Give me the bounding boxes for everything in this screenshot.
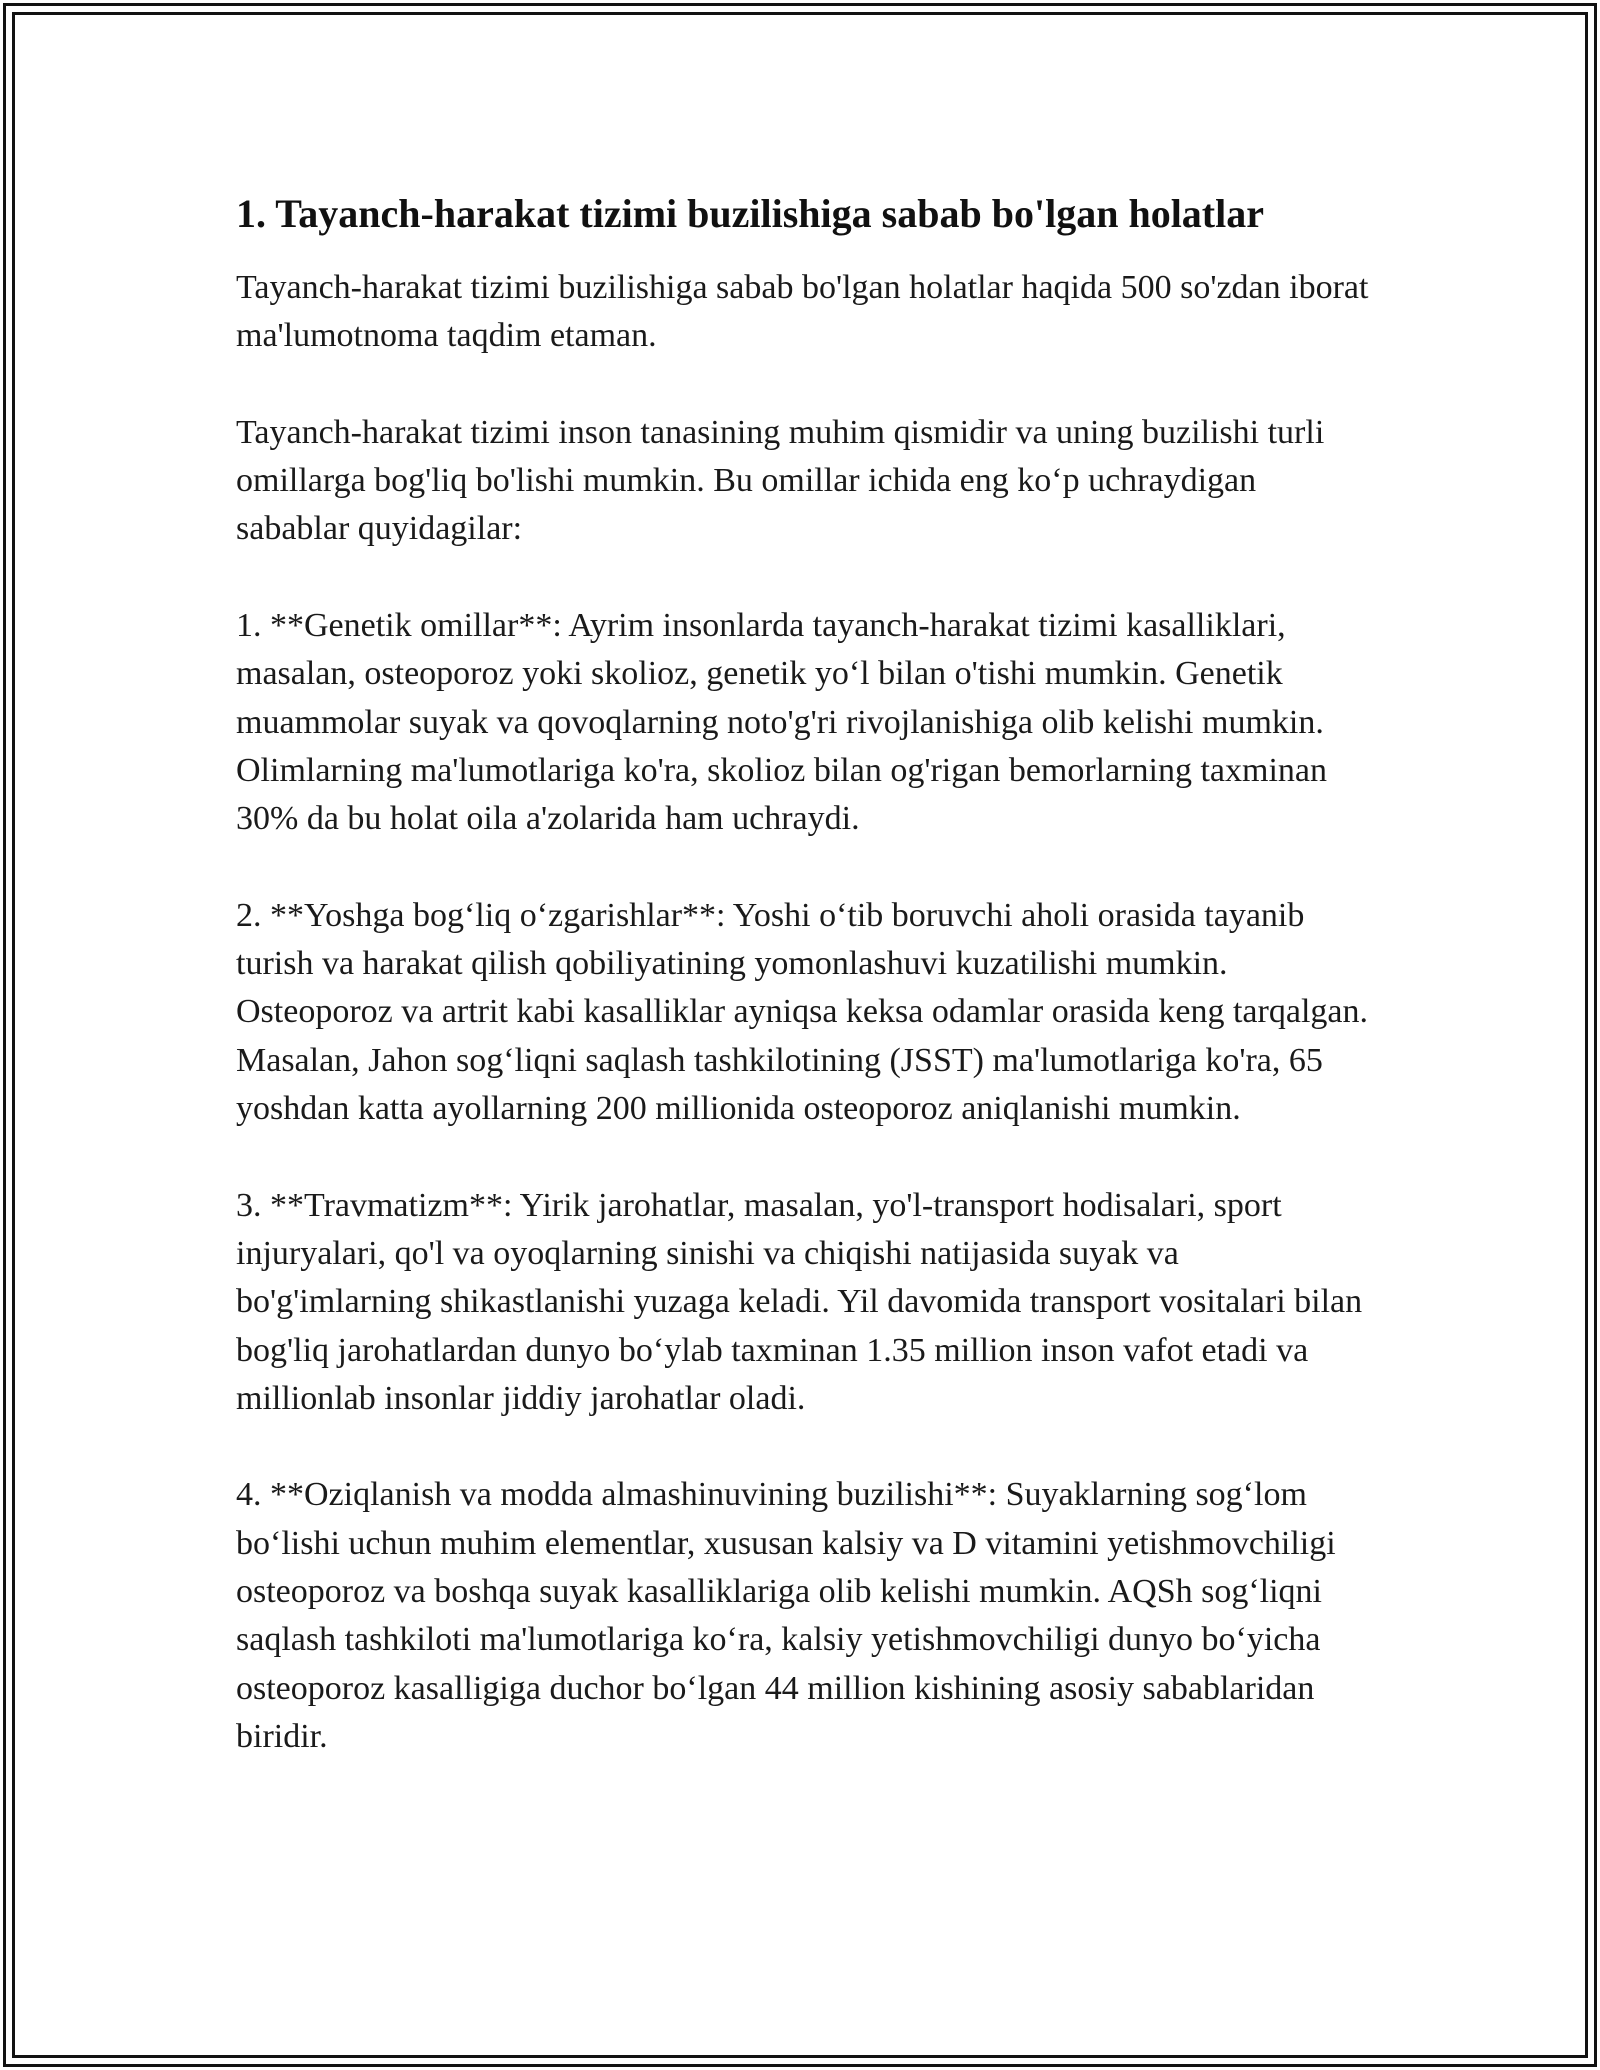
document-body — [236, 188, 1376, 1761]
overview-paragraph: Tayanch-harakat tizimi inson tanasining muhim qismidir va uning buzilishi turli omillarga bog'liq bo'lishi mumkin. Bu omillar ichida eng ko‘p uchraydigan sabablar quyidagilar: — [236, 413, 1325, 548]
genetic-factors-paragraph: 1. **Genetik omillar**: Ayrim insonlarda tayanch-harakat tizimi kasalliklari, masalan, osteoporoz yoki skolioz, genetik yo‘l bilan o'tishi mumkin. Genetik muammolar suyak va qovoqlarning noto'g'ri rivojlanishiga olib kelishi mumkin. Olimlarning ma'lumotlariga ko'ra, skolioz bilan og'rigan bemorlarning taxminan 30% da bu holat oila a'zolarida ham uchraydi. — [236, 607, 1328, 838]
traumatism-paragraph: 3. **Travmatizm**: Yirik jarohatlar, masalan, yo'l-transport hodisalari, sport injuryalari, qo'l va oyoqlarning sinishi va chiqishi natijasida suyak va bo'g'imlarning shikastlanishi yuzaga keladi. Yil davomida transport vositalari bilan bog'liq jarohatlardan dunyo bo‘ylab taxminan 1.35 million inson vafot etadi va millionlab insonlar jiddiy jarohatlar oladi. — [236, 1186, 1363, 1417]
page-title: 1. Tayanch-harakat tizimi buzilishiga sabab bo'lgan holatlar — [236, 191, 1264, 236]
nutrition-paragraph: 4. **Oziqlanish va modda almashinuvining buzilishi**: Suyaklarning sog‘lom bo‘lishi uchun muhim elementlar, xususan kalsiy va D vitamini yetishmovchiligi osteoporoz va boshqa suyak kasalliklariga olib kelishi mumkin. AQSh sog‘liqni saqlash tashkiloti ma'lumotlariga ko‘ra, kalsiy yetishmovchiligi dunyo bo‘yicha osteoporoz kasalligiga duchor bo‘lgan 44 million kishining asosiy sabablaridan biridir. — [236, 1476, 1336, 1755]
intro-paragraph: Tayanch-harakat tizimi buzilishiga sabab bo'lgan holatlar haqida 500 so'zdan iborat ma'lumotnoma taqdim etaman. — [236, 269, 1369, 355]
age-changes-paragraph: 2. **Yoshga bog‘liq o‘zgarishlar**: Yoshi o‘tib boruvchi aholi orasida tayanib turish va harakat qilish qobiliyatining yomonlashuvi kuzatilishi mumkin. Osteoporoz va artrit kabi kasalliklar ayniqsa keksa odamlar orasida keng tarqalgan. Masalan, Jahon sog‘liqni saqlash tashkilotining (JSST) ma'lumotlariga ko'ra, 65 yoshdan katta ayollarning 200 millionida osteoporoz aniqlanishi mumkin. — [236, 896, 1368, 1128]
